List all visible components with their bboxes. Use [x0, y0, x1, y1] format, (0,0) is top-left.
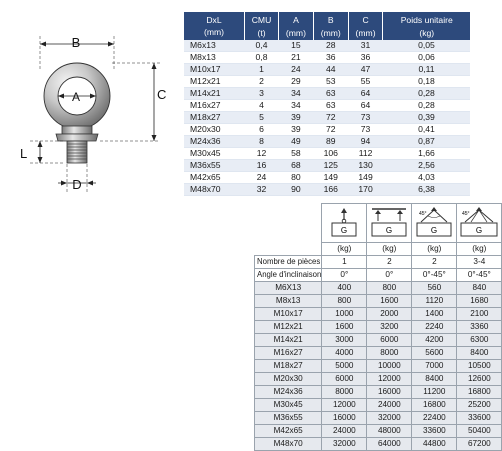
unit-cell: (kg)	[457, 243, 502, 256]
unit-cell: (kg)	[367, 243, 412, 256]
load-cell: 24000	[367, 399, 412, 412]
load-capacity-table	[254, 203, 502, 451]
table-row	[255, 386, 502, 399]
load-cell: 8000	[322, 386, 367, 399]
load-cell: 16800	[412, 399, 457, 412]
table-cell: 58	[279, 148, 314, 160]
load-cell: 4000	[322, 347, 367, 360]
table-cell: 112	[348, 148, 383, 160]
size-cell: M6X13	[255, 282, 322, 295]
unit-cell: (kg)	[412, 243, 457, 256]
load-cell: 6000	[367, 334, 412, 347]
dimension-d	[58, 164, 96, 192]
table-cell: M6x13	[184, 40, 245, 52]
table-row	[184, 112, 470, 124]
load-cell: 1400	[412, 308, 457, 321]
table-cell: 53	[313, 76, 348, 88]
eye-bolt-collar	[56, 126, 98, 141]
table-cell: 0,87	[383, 136, 470, 148]
table-cell: M48x70	[184, 184, 245, 196]
table-cell: 106	[313, 148, 348, 160]
table-cell: 21	[279, 52, 314, 64]
table-cell: 44	[313, 64, 348, 76]
load-cell: 10500	[457, 360, 502, 373]
table-cell: 34	[279, 100, 314, 112]
angle-cell: 0°-45°	[412, 269, 457, 282]
dimensions-table	[184, 12, 470, 196]
load-cell: 800	[367, 282, 412, 295]
load-cell: 5600	[412, 347, 457, 360]
table-cell: 29	[279, 76, 314, 88]
table-cell: 49	[279, 136, 314, 148]
load-cell: 11200	[412, 386, 457, 399]
load-cell: 3000	[322, 334, 367, 347]
table-cell: 149	[313, 172, 348, 184]
table-row	[255, 412, 502, 425]
table-cell: 0,05	[383, 40, 470, 52]
table-row	[255, 295, 502, 308]
table-cell: 0,39	[383, 112, 470, 124]
load-cell: 32000	[322, 438, 367, 451]
table-cell: M14x21	[184, 88, 245, 100]
unit-cell: (kg)	[322, 243, 367, 256]
table-cell: 130	[348, 160, 383, 172]
load-cell: 10000	[367, 360, 412, 373]
svg-text:G: G	[386, 226, 393, 235]
table-cell: M24x36	[184, 136, 245, 148]
load-cell: 22400	[412, 412, 457, 425]
load-cell: 64000	[367, 438, 412, 451]
table-row	[184, 88, 470, 100]
table-cell: 89	[313, 136, 348, 148]
load-cell: 7000	[412, 360, 457, 373]
table-row	[184, 100, 470, 112]
table-cell: 63	[313, 88, 348, 100]
label-c: C	[157, 87, 167, 102]
table-cell: 0,4	[245, 40, 279, 52]
count-cell: 1	[322, 256, 367, 269]
table-row	[184, 52, 470, 64]
size-cell: M24x36	[255, 386, 322, 399]
table-cell: 12	[245, 148, 279, 160]
icon-cell	[367, 204, 412, 243]
load-cell: 2100	[457, 308, 502, 321]
blank-cell	[255, 243, 322, 256]
table-cell: M16x27	[184, 100, 245, 112]
icon-cell	[412, 204, 457, 243]
table-row	[184, 40, 470, 52]
table-cell: 94	[348, 136, 383, 148]
table-row	[255, 308, 502, 321]
load-cell: 2240	[412, 321, 457, 334]
table-cell: 47	[348, 64, 383, 76]
label-b: B	[71, 35, 81, 50]
load-cell: 400	[322, 282, 367, 295]
load-cell: 12000	[322, 399, 367, 412]
svg-text:45°: 45°	[419, 211, 427, 217]
angle-row	[255, 269, 502, 282]
piece-count-row	[255, 256, 502, 269]
load-cell: 8400	[457, 347, 502, 360]
table-row	[255, 438, 502, 451]
angle-cell: 0°	[367, 269, 412, 282]
table-row	[184, 64, 470, 76]
count-cell: 2	[412, 256, 457, 269]
load-cell: 5000	[322, 360, 367, 373]
table-cell: 1,66	[383, 148, 470, 160]
table-cell: 0,28	[383, 88, 470, 100]
table-cell: M12x21	[184, 76, 245, 88]
load-cell: 67200	[457, 438, 502, 451]
table-row	[255, 282, 502, 295]
load-cell: 840	[457, 282, 502, 295]
table-cell: 2,56	[383, 160, 470, 172]
load-cell: 1600	[367, 295, 412, 308]
table-cell: 73	[348, 124, 383, 136]
table-row	[255, 321, 502, 334]
table-row	[184, 136, 470, 148]
header-c: C	[348, 12, 383, 26]
size-cell: M48x70	[255, 438, 322, 451]
header-weight: Poids unitaire	[383, 12, 470, 26]
header-unit-row	[184, 26, 470, 40]
table-cell: 125	[313, 160, 348, 172]
unit-row	[255, 243, 502, 256]
load-cell: 48000	[367, 425, 412, 438]
size-cell: M16x27	[255, 347, 322, 360]
load-cell: 800	[322, 295, 367, 308]
load-cell: 16000	[367, 386, 412, 399]
label-d: D	[72, 177, 82, 192]
blank-cell	[255, 204, 322, 243]
eye-bolt-drawing	[0, 0, 180, 200]
table-row	[184, 184, 470, 196]
load-cell: 33600	[412, 425, 457, 438]
table-cell: 3	[245, 88, 279, 100]
table-row	[184, 148, 470, 160]
table-cell: 55	[348, 76, 383, 88]
table-cell: 64	[348, 88, 383, 100]
load-cell: 1680	[457, 295, 502, 308]
svg-text:45°: 45°	[462, 211, 470, 217]
table-cell: 0,11	[383, 64, 470, 76]
table-cell: 15	[279, 40, 314, 52]
header-cmu: CMU	[245, 12, 279, 26]
svg-text:G: G	[476, 226, 483, 235]
angle-cell: 0°-45°	[457, 269, 502, 282]
load-cell: 4200	[412, 334, 457, 347]
table-cell: 24	[245, 172, 279, 184]
unit-a: (mm)	[279, 26, 314, 40]
table-cell: M30x45	[184, 148, 245, 160]
double-angled-lift-icon	[412, 206, 456, 240]
count-cell: 2	[367, 256, 412, 269]
table-row	[255, 360, 502, 373]
load-cell: 560	[412, 282, 457, 295]
table-cell: 0,28	[383, 100, 470, 112]
unit-b: (mm)	[313, 26, 348, 40]
table-cell: 68	[279, 160, 314, 172]
load-cell: 24000	[322, 425, 367, 438]
load-cell: 1000	[322, 308, 367, 321]
table-cell: 28	[313, 40, 348, 52]
table-cell: 32	[245, 184, 279, 196]
table-cell: 16	[245, 160, 279, 172]
table-cell: 24	[279, 64, 314, 76]
unit-weight: (kg)	[383, 26, 470, 40]
table-cell: M20x30	[184, 124, 245, 136]
size-cell: M18x27	[255, 360, 322, 373]
table-cell: M36x55	[184, 160, 245, 172]
unit-dxl: (mm)	[184, 26, 245, 40]
table-cell: 4	[245, 100, 279, 112]
table-cell: 72	[313, 112, 348, 124]
dimension-l	[20, 141, 64, 163]
icon-cell	[457, 204, 502, 243]
load-cell: 3200	[367, 321, 412, 334]
table-row	[184, 76, 470, 88]
size-cell: M12x21	[255, 321, 322, 334]
table-cell: 149	[348, 172, 383, 184]
load-cell: 6000	[322, 373, 367, 386]
table-cell: 0,8	[245, 52, 279, 64]
table-cell: 2	[245, 76, 279, 88]
table-row	[184, 124, 470, 136]
size-cell: M8x13	[255, 295, 322, 308]
table-row	[255, 347, 502, 360]
svg-text:G: G	[431, 226, 438, 235]
header-title-row	[184, 12, 470, 26]
piece-count-label: Nombre de pièces	[255, 256, 322, 269]
angle-label: Angle d'inclinaison	[255, 269, 322, 282]
load-cell: 12600	[457, 373, 502, 386]
table-cell: 90	[279, 184, 314, 196]
table-cell: M8x13	[184, 52, 245, 64]
load-cell: 8400	[412, 373, 457, 386]
size-cell: M14x21	[255, 334, 322, 347]
table-cell: 34	[279, 88, 314, 100]
header-dxl: DxL	[184, 12, 245, 26]
load-cell: 16000	[322, 412, 367, 425]
load-cell: 44800	[412, 438, 457, 451]
table-cell: 31	[348, 40, 383, 52]
table-cell: 64	[348, 100, 383, 112]
load-cell: 1120	[412, 295, 457, 308]
table-cell: 4,03	[383, 172, 470, 184]
table-row	[255, 373, 502, 386]
table-cell: 6,38	[383, 184, 470, 196]
four-leg-angled-lift-icon	[457, 206, 501, 240]
table-row	[255, 334, 502, 347]
sling-icon-row	[255, 204, 502, 243]
unit-cmu: (t)	[245, 26, 279, 40]
load-cell: 3360	[457, 321, 502, 334]
table-row	[255, 399, 502, 412]
count-cell: 3-4	[457, 256, 502, 269]
load-cell: 6300	[457, 334, 502, 347]
double-vertical-lift-icon	[367, 206, 411, 240]
load-cell: 16800	[457, 386, 502, 399]
table-cell: M18x27	[184, 112, 245, 124]
header-b: B	[313, 12, 348, 26]
table-cell: 166	[313, 184, 348, 196]
angle-cell: 0°	[322, 269, 367, 282]
threaded-shank	[67, 141, 87, 163]
table-cell: 6	[245, 124, 279, 136]
table-cell: 73	[348, 112, 383, 124]
load-cell: 32000	[367, 412, 412, 425]
table-cell: 0,06	[383, 52, 470, 64]
label-l: L	[20, 146, 28, 161]
table-cell: 0,18	[383, 76, 470, 88]
load-cell: 25200	[457, 399, 502, 412]
table-cell: 39	[279, 112, 314, 124]
size-cell: M30x45	[255, 399, 322, 412]
load-cell: 33600	[457, 412, 502, 425]
label-a: A	[71, 90, 81, 104]
size-cell: M36x55	[255, 412, 322, 425]
table-cell: 72	[313, 124, 348, 136]
table-cell: 8	[245, 136, 279, 148]
table-cell: 36	[348, 52, 383, 64]
table-cell: 80	[279, 172, 314, 184]
table-row	[184, 160, 470, 172]
load-cell: 1600	[322, 321, 367, 334]
table-cell: 39	[279, 124, 314, 136]
header-a: A	[279, 12, 314, 26]
table-cell: M10x17	[184, 64, 245, 76]
table-cell: 5	[245, 112, 279, 124]
size-cell: M42x65	[255, 425, 322, 438]
table-cell: 63	[313, 100, 348, 112]
load-cell: 2000	[367, 308, 412, 321]
icon-cell	[322, 204, 367, 243]
single-vertical-lift-icon	[322, 206, 366, 240]
size-cell: M10x17	[255, 308, 322, 321]
svg-text:G: G	[341, 226, 348, 235]
table-cell: 1	[245, 64, 279, 76]
unit-c: (mm)	[348, 26, 383, 40]
load-cell: 12000	[367, 373, 412, 386]
table-cell: 170	[348, 184, 383, 196]
dimension-c	[100, 63, 166, 141]
load-cell: 8000	[367, 347, 412, 360]
table-row	[255, 425, 502, 438]
load-cell: 50400	[457, 425, 502, 438]
table-cell: M42x65	[184, 172, 245, 184]
table-row	[184, 172, 470, 184]
table-cell: 36	[313, 52, 348, 64]
size-cell: M20x30	[255, 373, 322, 386]
table-cell: 0,41	[383, 124, 470, 136]
